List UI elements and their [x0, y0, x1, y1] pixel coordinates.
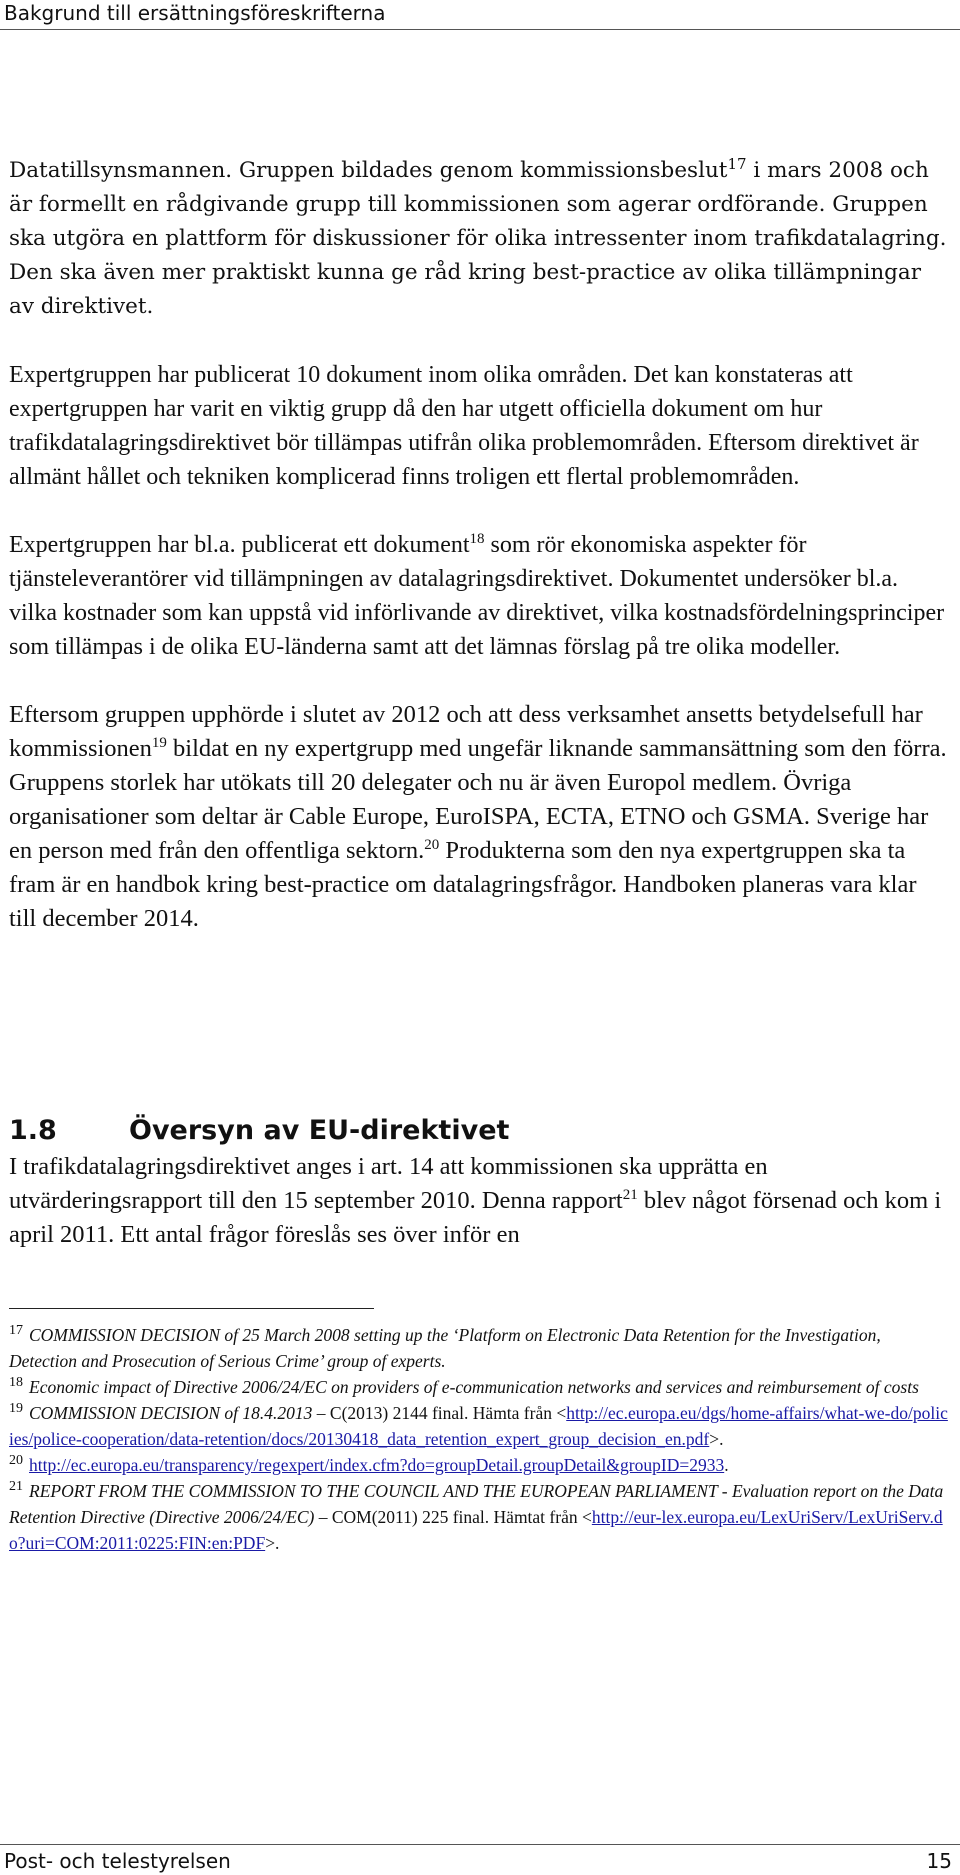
footnote-21: $^{21}$ REPORT FROM THE COMMISSION TO THE COUNCIL AND THE EUROPEAN PARLIAMENT - Evaluation report on the Data Retention Directive (Directive 2006/24/EC) – COM(2011) 225 final. Hämtat från <http://eur-lex.europa.eu/LexUriServ/LexUriServ.do?uri=COM:2011:0225:FIN:en:PDF>. [9, 1479, 944, 1553]
page-number: 15 [926, 1849, 952, 1873]
footnote-19: $^{19}$ COMMISSION DECISION of 18.4.2013 – C(2013) 2144 final. Hämta från <http://ec.europa.eu/dgs/home-affairs/what-we-do/policies/police-cooperation/data-retention/docs/20130418_data_retention_expert_group_decision_en.pdf>. [9, 1401, 948, 1449]
paragraph-3: Expertgruppen har bl.a. publicerat ett dokument$^{18}$ som rör ekonomiska aspekter för tjänsteleverantörer vid tillämpningen av datalagringsdirektivet. Dokumentet undersöker bl.a. vilka kostnader som kan uppstå vid införlivande av direktivet, vilka kostnadsfördelningsprinciper som tillämpas i de olika EU-länderna samt att det lämnas förslag på tre olika modeller. [9, 531, 945, 660]
footnote-18: $^{18}$ Economic impact of Directive 2006/24/EC on providers of e-communication networks and services and reimbursement of costs [9, 1375, 919, 1397]
footnote-ref-21[interactable]: 21 [622, 1186, 638, 1203]
section-heading [9, 1114, 949, 1148]
section-number: 1.8 [9, 1115, 57, 1146]
paragraph-2: Expertgruppen har publicerat 10 dokument inom olika områden. Det kan konstateras att expertgruppen har varit en viktig grupp då den har utgett officiella dokument om hur trafikdatalagringsdirektivet bör tillämpas utifrån olika problemområden. Eftersom direktivet är allmänt hållet och tekniken komplicerad finns troligen ett flertal problemområden. [9, 362, 919, 490]
footnote-separator [9, 1308, 374, 1309]
section-body [9, 1150, 949, 1286]
footnote-ref-17[interactable]: 17 [727, 154, 747, 173]
footnote-21-link[interactable]: http://eur-lex.europa.eu/LexUriServ/LexUriServ.do?uri=COM:2011:0225:FIN:en:PDF [9, 1507, 943, 1553]
footnote-ref-20[interactable]: 20 [424, 836, 440, 853]
footnote-19-link[interactable]: http://ec.europa.eu/dgs/home-affairs/what-we-do/policies/police-cooperation/data-retention/docs/20130418_data_retention_expert_group_decision_en.pdf [9, 1403, 948, 1449]
header-title: Bakgrund till ersättningsföreskrifterna [4, 1, 386, 25]
footer-publisher: Post- och telestyrelsen [4, 1849, 231, 1873]
paragraph-1: Datatillsynsmannen. Gruppen bildades genom kommissionsbeslut$^{17}$ i mars 2008 och är formellt en rådgivande grupp till kommissionen som agerar ordförande. Gruppen ska utgöra en plattform för diskussioner för olika intressenter inom trafikdatalagring. Den ska även mer praktiskt kunna ge råd kring best-practice av olika tillämpningar av direktivet. [9, 154, 947, 319]
footnote-ref-18[interactable]: 18 [469, 531, 485, 547]
body-text [9, 154, 949, 970]
section-title: Översyn av EU-direktivet [129, 1115, 510, 1146]
footnote-20-link[interactable]: http://ec.europa.eu/transparency/regexpert/index.cfm?do=groupDetail.groupDetail&groupID=2933 [29, 1455, 725, 1475]
running-header [0, 0, 960, 30]
footnote-17: $^{17}$ COMMISSION DECISION of 25 March 2008 setting up the ‘Platform on Electronic Data Retention for the Investigation, Detection and Prosecution of Serious Crime’ group of experts. [9, 1323, 881, 1371]
footnote-20: $^{20}$ http://ec.europa.eu/transparency/regexpert/index.cfm?do=groupDetail.groupDetail&groupID=2933. [9, 1453, 729, 1475]
section-paragraph-1: I trafikdatalagringsdirektivet anges i art. 14 att kommissionen ska upprätta en utvärderingsrapport till den 15 september 2010. Denna rapport$^{21}$ blev något försenad och kom i april 2011. Ett antal frågor föreslås ses över inför en [9, 1153, 942, 1248]
footnotes [9, 1322, 949, 1556]
footnote-ref-19[interactable]: 19 [151, 734, 167, 751]
paragraph-4: Eftersom gruppen upphörde i slutet av 2012 och att dess verksamhet ansetts betydelsefull har kommissionen$^{19}$ bildat en ny expertgrupp med ungefär liknande sammansättning som den förra. Gruppens storlek har utökats till 20 delegater och nu är även Europol medlem. Övriga organisationer som deltar är Cable Europe, EuroISPA, ECTA, ETNO och GSMA. Sverige har en person med från den offentliga sektorn.$^{20}$ Produkterna som den nya expertgruppen ska ta fram är en handbok kring best-practice om datalagringsfrågor. Handboken planeras vara klar till december 2014. [9, 701, 947, 932]
page-footer [0, 1844, 960, 1875]
